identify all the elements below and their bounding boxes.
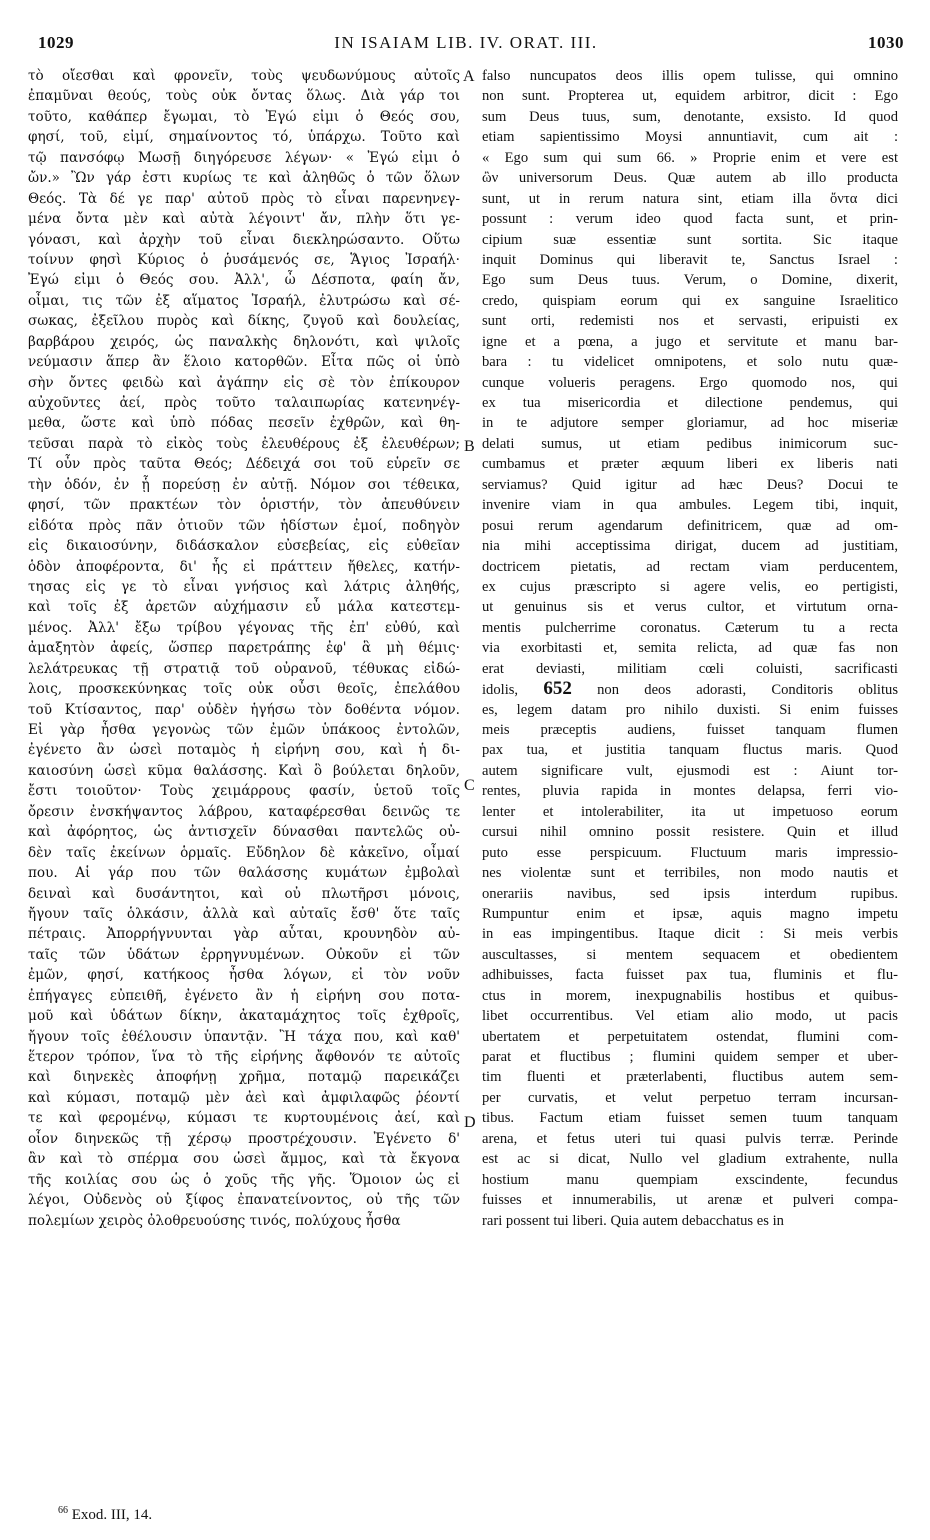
latin-text-line: sunt orti, redemisti nos et servasti, eripuisti ex — [482, 313, 898, 330]
latin-text-line: Rumpuntur enim et ipsæ, aquis magno impetu — [482, 905, 898, 922]
latin-text-line: sum Deus tuus, sum, denotante, exsisto. Id quod — [482, 108, 898, 125]
greek-text-line: λελάτρευκας τῇ στρατιᾷ τοῦ οὐρανοῦ, τέθυκας εἰδώ- — [28, 660, 460, 677]
left-page-number: 1029 — [38, 33, 74, 52]
greek-text-line: καὶ διηνεκὲς ἀποφήνῃ χρῆμα, ποταμῷ παρεικάζει — [28, 1069, 460, 1086]
greek-text-line: εἰδότα πρὸς πᾶν ὁτιοῦν τῶν ἡδίστων ἐμοί, ποδηγὸν — [28, 517, 460, 534]
latin-text-line: puto esse perspicuum. Fluctuum maris impressio- — [482, 844, 898, 861]
latin-text-line: rentes, pluvia rapida in montes delapsa, ferri vio- — [482, 783, 898, 800]
greek-text-line: ὄρεσιν ἐνσκήψαντος λάβρου, καταφέρεσθαι δεινῶς τε — [28, 803, 460, 820]
greek-text-line: λοις, προσκεκύνηκας τοῖς οὐκ οὖσι θεοῖς, ἐπελάθου — [28, 681, 460, 698]
greek-text-line: ὤν.» Ὢν γάρ ἐστι κυρίως τε καὶ ἀληθῶς ὁ τῶν ὅλων — [28, 170, 460, 187]
footnote — [58, 1505, 152, 1524]
greek-text-line: ἤγουν ταῖς ὁλκάσιν, ἀλλὰ καὶ αὐταῖς ἔσθ' ὅτε ταῖς — [28, 905, 460, 922]
latin-text-line: idolis, 652 non deos adorasti, Conditoris oblitus — [482, 679, 898, 700]
latin-text-line: onerariis navibus, sed ipsis interdum rupibus. — [482, 885, 898, 902]
latin-text-line: ὢν universorum Deus. Quæ autem ab illo producta — [482, 170, 898, 187]
greek-text-line: τοῦτο, καθάπερ ἔγωμαι, τὸ Ἐγώ εἰμι ὁ Θεός σου, — [28, 108, 460, 125]
latin-text-line: arena, et fetus uteri tui quasi pulvis terræ. Perinde — [482, 1130, 898, 1147]
section-marker-a: A — [463, 68, 475, 85]
latin-text-line: ut genuinus sis et verus cultor, et virtutum orna- — [482, 599, 898, 616]
latin-text-line: etiam sapientissimo Moysi annuntiavit, cum ait : — [482, 129, 898, 146]
latin-text-line: posui rerum agendarum definitricem, quæ ad om- — [482, 517, 898, 534]
footnote-number: 66 — [58, 1505, 68, 1516]
greek-text-line: ἐπαμῦναι θεούς, τοὺς οὐκ ὄντας ὅλως. Διὰ γάρ τοι — [28, 88, 460, 105]
greek-text-line: μεθα, ὥστε καὶ ὑπὸ πόδας πεσεῖν ἐχθρῶν, καὶ θη- — [28, 415, 460, 432]
greek-text-line: ἀμαξητὸν ἀφείς, ὥσπερ παρετράπης ἐφ' ἃ μὴ θέμις· — [28, 640, 460, 657]
latin-text-line: falso nuncupatos deos illis opem tulisse, qui omnino — [482, 68, 898, 84]
greek-text-line: ἕτερον τρόπον, ἵνα τὸ τῆς εἰρήνης ἄφθονόν τε αὐτοῖς — [28, 1049, 460, 1065]
latin-text-line: cursui nihil omnino possit resistere. Quin et illud — [482, 824, 898, 841]
greek-text-line: μένος. Ἀλλ' ἔξω τρίβου γέγονας τῆς ἐπ' εὐθύ, καὶ — [28, 619, 460, 636]
latin-text-line: Ego sum Deus tuus. Verum, o Domine, dixerit, — [482, 272, 898, 289]
greek-text-line: αὐχοῦντες ἀεί, πρὸς τοῦτο ταλαιπωρίας κατενηνέγ- — [28, 395, 460, 411]
latin-text-line: mentis pulcherrime coronatus. Cæterum tu a recta — [482, 619, 898, 636]
greek-text-line: μοῦ καὶ ὑδάτων δίκην, ἀκαταμάχητος τοῖς ἐχθροῖς, — [28, 1008, 460, 1025]
greek-text-line: καὶ ἀφόρητος, ὡς ἀντισχεῖν δύνασθαι παντελῶς οὐ- — [28, 824, 460, 841]
latin-column — [482, 66, 898, 1231]
greek-text-line: καιοσύνη ὡσεὶ κῦμα θαλάσσης. Καὶ ὃ βούλεται δηλοῦν, — [28, 762, 460, 779]
footnote-text: Exod. III, 14. — [71, 1507, 153, 1523]
latin-text-line: in eas impingentibus. Itaque dicit : Si meis verbis — [482, 926, 898, 943]
greek-text-line: τεῦσαι παρὰ τὸ εἰκὸς τοὺς ἐλευθέρους ἐξ ἐλευθέρων; — [28, 435, 460, 452]
latin-text-line: « Ego sum qui sum 66. » Proprie enim et vere est — [482, 149, 898, 166]
latin-text-line: in te adjutore semper gloriamur, ad hoc miseriæ — [482, 415, 898, 432]
latin-text-line: pax tua, et justitia tanquam fluctus maris. Quod — [482, 742, 898, 759]
greek-text-line: ὁδὸν ἀποφέροντα, δι' ἧς εἰ πράττειν ἤθελες, κατήν- — [28, 558, 460, 575]
greek-text-line: οἶμαι, τις τῶν ἐξ αἵματος Ἰσραήλ, ἐλυτρώσω καὶ σέ- — [28, 292, 460, 309]
greek-text-line: ἤγουν τοῖς ἐθέλουσιν ὑπαντᾷν. Ἢ τάχα που, καὶ καθ' — [28, 1028, 460, 1045]
latin-text-line: cumbamus et præter æquum liberi ex liberis nati — [482, 456, 898, 473]
greek-text-line: δὲν ταῖς ἐκείνων ὁρμαῖς. Εὔδηλον δὲ κἀκεῖνο, οἶμαί — [28, 844, 460, 861]
latin-text-line: nia mihi acceptissima dirigat, ducem ad justitiam, — [482, 538, 898, 555]
latin-text-line: serviamus? Quid igitur ad hæc Deus? Docui te — [482, 476, 898, 493]
greek-text-line: πολεμίων χειρὸς ὀλοθρευούσης τινός, πολύχους ἦσθα — [28, 1212, 401, 1229]
latin-text-line: igne et a pœna, a jugo et servitute et manu bar- — [482, 333, 898, 350]
latin-text-line: possunt : verum ideo quod facta sunt, et prin- — [482, 211, 898, 228]
greek-text-line: Ἐγώ εἰμι ὁ Θεός σου. Ἀλλ', ὦ Δέσποτα, φαίη ἄν, — [28, 272, 460, 289]
greek-text-line: φησί, τοῦ, εἰμί, σημαίνοντος τό, ὑπάρχω. Τοῦτο καὶ — [28, 129, 460, 146]
greek-text-line: σὴν ὄντες φειδὼ καὶ ἀγάπην εἰς σὲ τὸν ἐπίκουρον — [28, 374, 460, 391]
greek-text-line: τοίνυν φησὶ Κύριος ὁ ῥυσάμενός σε, Ἅγιος Ἰσραήλ· — [28, 251, 460, 268]
latin-text-line: autem significare vult, ejusmodi est : Aiunt tor- — [482, 762, 898, 779]
greek-text-line: Εἰ γὰρ ἦσθα γεγονὼς τῶν ἐμῶν ὑπάκοος ἐντολῶν, — [28, 722, 460, 738]
greek-text-line: Θεός. Τὰ δέ γε παρ' αὐτοῦ πρὸς τὸ εἶναι παρενηνεγ- — [28, 190, 460, 207]
latin-text-line: ex cujus præscripto si agere velis, eo pertigisti, — [482, 578, 898, 595]
greek-column — [28, 66, 460, 1231]
greek-text-line: φησί, τῶν πρακτέων τὸν ὁριστήν, τὸν ἀπευθύνειν — [28, 497, 460, 514]
greek-text-line: νεύμασιν ἅπερ ἂν ἕλοιο κατορθῶν. Εἶτα πῶς οἱ ὑπὸ — [28, 354, 460, 371]
greek-text-line: βαρβάρου χειρός, ὡς παναλκὴς δηλονότι, καὶ ψιλοῖς — [28, 333, 460, 350]
greek-text-line: οἷον διηνεκῶς τῇ χέρσῳ προστρέχουσιν. Ἐγένετο δ' — [28, 1130, 460, 1147]
latin-text-line: credo, quispiam eorum qui ex sanguine Israelitico — [482, 292, 898, 309]
latin-text-line: tibus. Factum etiam fuisset semen tuum tanquam — [482, 1110, 898, 1127]
greek-text-line: ἐμῶν, φησί, κατήκοος ἦσθα λόγων, εἰ τὸν νοῦν — [28, 967, 460, 984]
latin-text-line: auscultasses, si mentem sequacem et obedientem — [482, 946, 898, 963]
greek-text-line: σωκας, ἐξεῖλου πυρὸς καὶ δίκης, ζυγοῦ καὶ δουλείας, — [28, 313, 460, 330]
latin-text-line: ubertatem et perpetuitatem ostendat, flumini com- — [482, 1028, 898, 1045]
latin-text-line: est ac si dicat, Nullo vel gladium extrahente, nulla — [482, 1151, 898, 1168]
latin-text-line: invenire viam in qua ambules. Legem tibi, inquit, — [482, 497, 898, 514]
greek-text-line: τῆς κοιλίας σου ὡς ὁ χοῦς τῆς γῆς. Ὅμοιον ὡς εἰ — [28, 1171, 460, 1188]
latin-text-line: ctus in morem, inexpugnabilis hostibus et quibus- — [482, 987, 898, 1004]
greek-text-line: τὸ οἴεσθαι καὶ φρονεῖν, τοὺς ψευδωνύμους αὐτοῖς — [28, 68, 460, 84]
greek-text-line: τε καὶ φερομένῳ, κύμασι τε κυρτουμένοις ἀεί, καὶ — [28, 1110, 460, 1127]
latin-text-line: erat deviasti, militiam cœli coluisti, sacrificasti — [482, 660, 898, 677]
greek-text-line: μένα ὄντα μὲν καὶ αὐτὰ λέγοιντ' ἄν, πλὴν ὅτι γε- — [28, 211, 460, 228]
latin-text-line: delati sumus, ut etiam pedibus inimicorum suc- — [482, 435, 898, 452]
latin-text-line: libet occurrentibus. Vel etiam alio modo, ut pacis — [482, 1008, 898, 1025]
latin-text-line: cunque volueris peragens. Ergo quomodo nos, qui — [482, 374, 898, 391]
greek-text-line: ἔστι τοιοῦτον· Τοὺς χειμάρρους φασίν, ὑετοῦ τοῖς — [28, 783, 460, 800]
greek-text-line: τὴν ὁδόν, ἐν ᾗ πορεύσῃ ἐν αὐτῇ. Νόμον σοι τέθεικα, — [28, 476, 460, 493]
greek-text-line: καὶ τοῖς ἐξ ἀρετῶν αὐχήμασιν εὖ μάλα κατεστεμ- — [28, 599, 460, 616]
greek-text-line: λέγοι, Οὐδενὸς οὐ ξίφος ἐπανατείνοντος, οὐ τῆς τῶν — [28, 1192, 460, 1209]
greek-text-line: ἂν καὶ τὸ σπέρμα σου ὡσεὶ ἄμμος, καὶ τὰ ἔκγονα — [28, 1151, 460, 1168]
column-number-652: 652 — [543, 679, 572, 700]
greek-text-line: Τί οὖν πρὸς ταῦτα Θεός; Δέδειχά σοι τοῦ εὑρεῖν σε — [28, 456, 460, 473]
greek-text-line: πέτραις. Ἀπορρήγνυνται γὰρ αὗται, κρουνηδὸν αὐ- — [28, 926, 460, 943]
latin-text-line: tim fluenti et præterlabenti, fluctibus autem sem- — [482, 1069, 898, 1086]
latin-text-line: via exorbitasti et, semita relicta, ad quæ fas non — [482, 640, 898, 657]
section-marker-c: C — [464, 777, 475, 794]
greek-text-line: γόνασι, καὶ ἀρχὴν τοῦ εἶναι διεκληρώσαντο. Οὕτω — [28, 231, 460, 248]
section-marker-d: D — [464, 1114, 476, 1131]
latin-text-line: adhibuisses, facta fuisset pax tua, fluminis et flu- — [482, 967, 898, 984]
latin-text-line: ex tua misericordia et dilectione pendemus, qui — [482, 395, 898, 411]
greek-text-line: καὶ κύμασι, ποταμῷ μὲν ἀεὶ καὶ ἀμφιλαφῶς ῥέοντί — [28, 1089, 460, 1106]
latin-text-line: non sunt. Propterea ut, equidem arbitror, dicit : Ego — [482, 88, 898, 105]
latin-text-line: per curvatis, et velut perpetuo terram incursan- — [482, 1089, 898, 1106]
latin-text-line: rari possent tui liberi. Quia autem debacchatus es in — [482, 1212, 784, 1229]
latin-text-line: fuisses et innumerabilis, ut arenæ et pulveri compa- — [482, 1192, 898, 1209]
running-title: IN ISAIAM LIB. IV. ORAT. III. — [334, 33, 598, 52]
latin-text-line: doctricem pietatis, ad rectam viam perducentem, — [482, 558, 898, 575]
greek-text-line: δειναὶ καὶ δυσάντητοι, καὶ οὐ πλωτῆρσι μόνοις, — [28, 885, 460, 902]
latin-text-line: hostium manu quempiam exscindente, fecundus — [482, 1171, 898, 1188]
latin-text-line: meis præceptis audiens, fuisset tanquam flumen — [482, 722, 898, 738]
greek-text-line: εἰς δικαιοσύνην, διδάσκαλον εὐσεβείας, εἰς εὐθεῖαν — [28, 538, 460, 555]
greek-text-line: τῷ πανσόφῳ Μωσῇ διηγόρευσε λέγων· « Ἐγώ εἰμι ὁ — [28, 149, 460, 166]
greek-text-line: ἐγένετο ἂν ὡσεὶ ποταμὸς ἡ εἰρήνη σου, καὶ ἡ δι- — [28, 742, 460, 759]
greek-text-line: ταῖς τῶν ὑδάτων ἐρρηγνυμένων. Οὐκοῦν εἰ τῶν — [28, 946, 460, 963]
greek-text-line: ἐπήγαγες εὐπειθῆ, ἐγένετο ἂν ἡ εἰρήνη σου ποτα- — [28, 987, 460, 1004]
greek-text-line: τησας εἰς γε τὸ εἶναι γνήσιος καὶ λάτρις ἀληθής, — [28, 578, 460, 595]
page-header — [28, 33, 904, 63]
latin-text-line: bara : tu videlicet omnipotens, et solo nutu quæ- — [482, 354, 898, 371]
latin-text-line: lenter et intolerabiliter, ita ut impetuoso eorum — [482, 803, 898, 820]
latin-text-line: parat et fluctibus ; flumini quidem semper et uber- — [482, 1049, 898, 1065]
latin-text-line: inquit Dominus qui liberavit te, Sanctus Israel : — [482, 251, 898, 268]
greek-text-line: που. Αἱ γάρ που τῶν θαλάσσης κυμάτων ἐμβολαὶ — [28, 865, 460, 882]
latin-text-line: sunt, ut in rerum natura sint, etiam illa ὄντα dici — [482, 190, 898, 207]
latin-text-line: cipium suæ essentiæ sunt sortita. Sic itaque — [482, 231, 898, 248]
greek-text-line: τοῦ Κτίσαντος, παρ' οὐδὲν ἡγήσω τὸν δοθέντα νόμον. — [28, 701, 460, 718]
right-page-number: 1030 — [868, 33, 904, 52]
section-marker-b: B — [464, 438, 475, 455]
latin-text-line: es, legem datam pro nihilo duxisti. Si enim fuisses — [482, 701, 898, 718]
latin-text-line: nes violentæ sunt et terribiles, non modo nautis et — [482, 865, 898, 882]
